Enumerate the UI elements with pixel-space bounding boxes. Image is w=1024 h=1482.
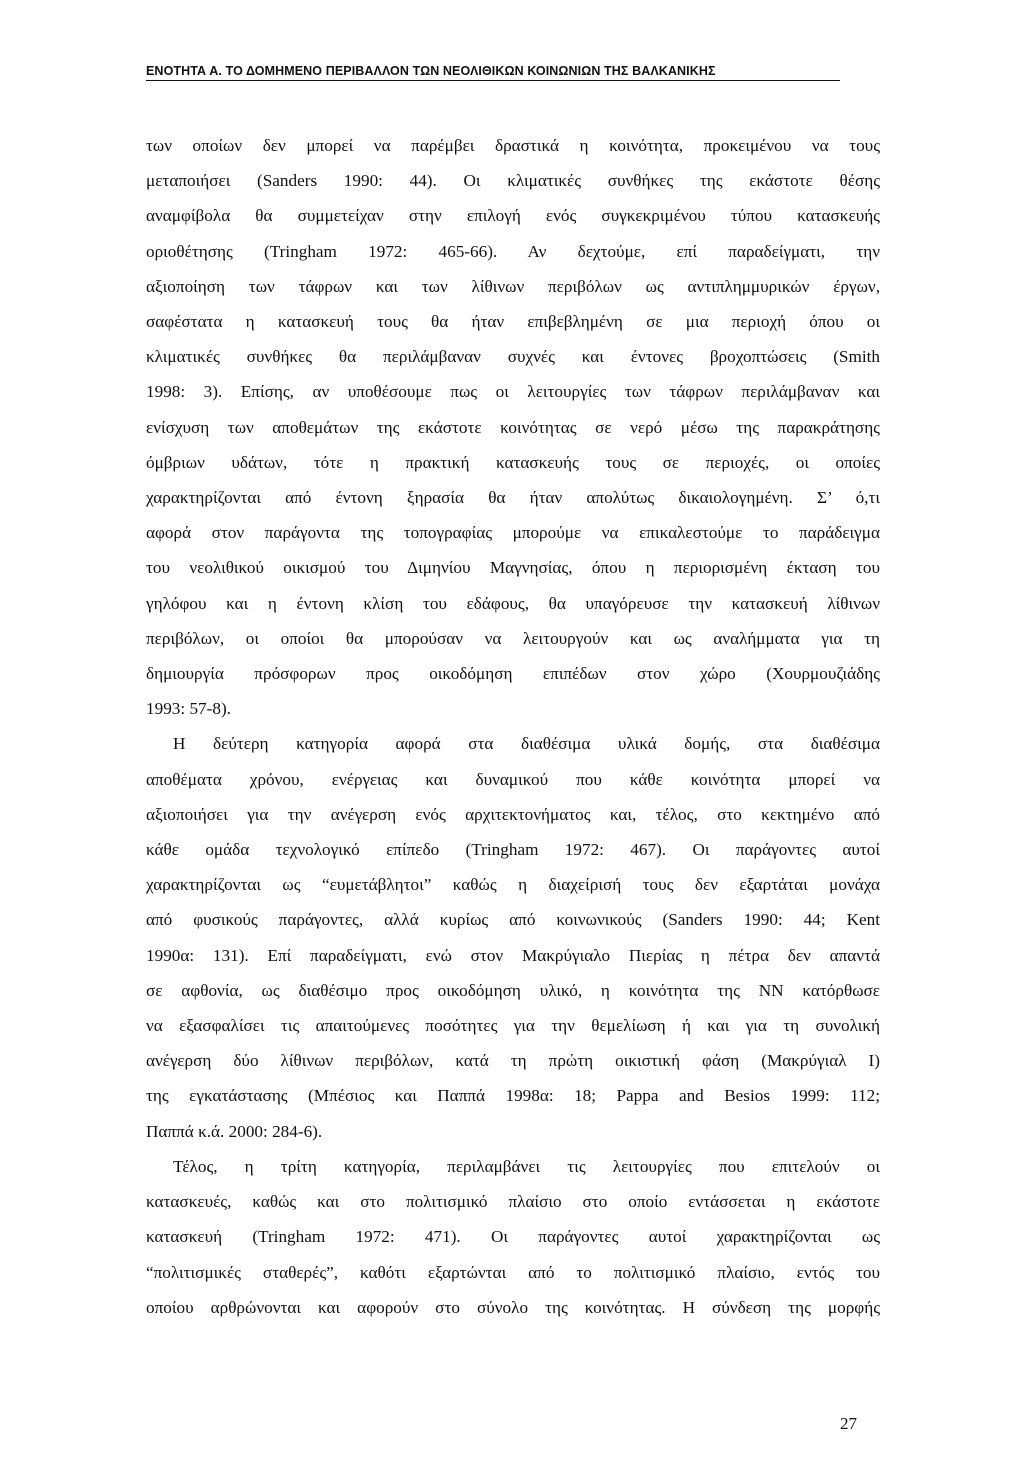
text-line: οριοθέτησης (Tringham 1972: 465-66). Αν δεχτούμε, επί παραδείγματι, την <box>146 241 880 261</box>
text-line: Τέλος, η τρίτη κατηγορία, περιλαμβάνει τις λειτουργίες που επιτελούν οι <box>173 1156 880 1176</box>
text-line: να εξασφαλίσει τις απαιτούμενες ποσότητες για την θεμελίωση ή και για τη συνολική <box>146 1016 880 1036</box>
text-line: Παππά κ.ά. 2000: 284-6). <box>146 1121 323 1141</box>
text-line: 1998: 3). Επίσης, αν υποθέσουμε πως οι λειτουργίες των τάφρων περιλάμβαναν και <box>146 382 880 402</box>
text-line: οποίου αρθρώνονται και αφορούν στο σύνολο της κοινότητας. Η σύνδεση της μορφής <box>146 1297 880 1317</box>
text-line: χαρακτηρίζονται από έντονη ξηρασία θα ήταν απολύτως δικαιολογημένη. Σ’ ό,τι <box>146 488 880 508</box>
text-line: της εγκατάστασης (Μπέσιος και Παππά 1998α: 18; Pappa and Besios 1999: 112; <box>146 1086 880 1106</box>
text-line: κάθε ομάδα τεχνολογικό επίπεδο (Tringham 1972: 467). Οι παράγοντες αυτοί <box>146 840 880 860</box>
text-line: σε αφθονία, ως διαθέσιμο προς οικοδόμηση υλικό, η κοινότητα της ΝΝ κατόρθωσε <box>146 980 880 1000</box>
page-number: 27 <box>840 1414 857 1433</box>
text-line: γηλόφου και η έντονη κλίση του εδάφους, θα υπαγόρευσε την κατασκευή λίθινων <box>146 593 880 613</box>
paragraph-2 <box>146 726 880 1148</box>
text-line: των οποίων δεν μπορεί να παρέμβει δραστικά η κοινότητα, προκειμένου να τους <box>146 136 880 155</box>
text-line: ενίσχυση των αποθεμάτων της εκάστοτε κοινότητας σε νερό μέσω της παρακράτησης <box>146 417 880 437</box>
text-line: “πολιτισμικές σταθερές”, καθότι εξαρτώνται από το πολιτισμικό πλαίσιο, εντός του <box>146 1262 880 1282</box>
text-line: περιβόλων, οι οποίοι θα μπορούσαν να λειτουργούν και ως αναλήμματα για τη <box>146 628 880 648</box>
text-line: όμβριων υδάτων, τότε η πρακτική κατασκευής τους σε περιοχές, οι οποίες <box>146 452 880 472</box>
body-text <box>146 128 880 1325</box>
text-line: αξιοποιήσει για την ανέγερση ενός αρχιτεκτονήματος και, τέλος, στο κεκτημένο από <box>146 804 880 824</box>
text-line: του νεολιθικού οικισμού του Διμηνίου Μαγνησίας, όπου η περιορισμένη έκταση του <box>146 558 880 578</box>
text-line: αναμφίβολα θα συμμετείχαν στην επιλογή ενός συγκεκριμένου τύπου κατασκευής <box>146 206 880 226</box>
paragraph-1 <box>146 128 880 726</box>
text-line: Η δεύτερη κατηγορία αφορά στα διαθέσιμα υλικά δομής, στα διαθέσιμα <box>173 734 880 754</box>
text-line: ανέγερση δύο λίθινων περιβόλων, κατά τη πρώτη οικιστική φάση (Μακρύγιαλ Ι) <box>146 1051 880 1071</box>
text-line: μεταποιήσει (Sanders 1990: 44). Οι κλιματικές συνθήκες της εκάστοτε θέσης <box>146 171 880 191</box>
text-line: αποθέματα χρόνου, ενέργειας και δυναμικού που κάθε κοινότητα μπορεί να <box>146 769 880 789</box>
text-line: κλιματικές συνθήκες θα περιλάμβαναν συχνές και έντονες βροχοπτώσεις (Smith <box>146 347 880 367</box>
text-line: από φυσικούς παράγοντες, αλλά κυρίως από κοινωνικούς (Sanders 1990: 44; Kent <box>146 910 880 930</box>
paragraph-3 <box>146 1149 880 1325</box>
text-line: κατασκευές, καθώς και στο πολιτισμικό πλαίσιο στο οποίο εντάσσεται η εκάστοτε <box>146 1192 880 1212</box>
text-line: δημιουργία πρόσφορων προς οικοδόμηση επιπέδων στον χώρο (Χουρμουζιάδης <box>146 664 880 684</box>
document-page <box>146 0 880 1482</box>
text-line: αξιοποίηση των τάφρων και των λίθινων περιβόλων ως αντιπλημμυρικών έργων, <box>146 276 880 296</box>
text-line: αφορά στον παράγοντα της τοπογραφίας μπορούμε να επικαλεστούμε το παράδειγμα <box>146 523 880 543</box>
running-header: ΕΝΟΤΗΤΑ Α. ΤΟ ΔΟΜΗΜΕΝΟ ΠΕΡΙΒΑΛΛΟΝ ΤΩΝ ΝΕΟΛΙΘΙΚΩΝ ΚΟΙΝΩΝΙΩΝ ΤΗΣ ΒΑΛΚΑΝΙΚΗΣ <box>146 64 840 81</box>
text-line: χαρακτηρίζονται ως “ευμετάβλητοι” καθώς η διαχείρισή τους δεν εξαρτάται μονάχα <box>146 875 880 895</box>
text-line: σαφέστατα η κατασκευή τους θα ήταν επιβεβλημένη σε μια περιοχή όπου οι <box>146 312 880 332</box>
text-line: 1993: 57-8). <box>146 699 231 719</box>
text-line: 1990α: 131). Επί παραδείγματι, ενώ στον Μακρύγιαλο Πιερίας η πέτρα δεν απαντά <box>146 945 880 965</box>
text-line: κατασκευή (Tringham 1972: 471). Οι παράγοντες αυτοί χαρακτηρίζονται ως <box>146 1227 880 1247</box>
